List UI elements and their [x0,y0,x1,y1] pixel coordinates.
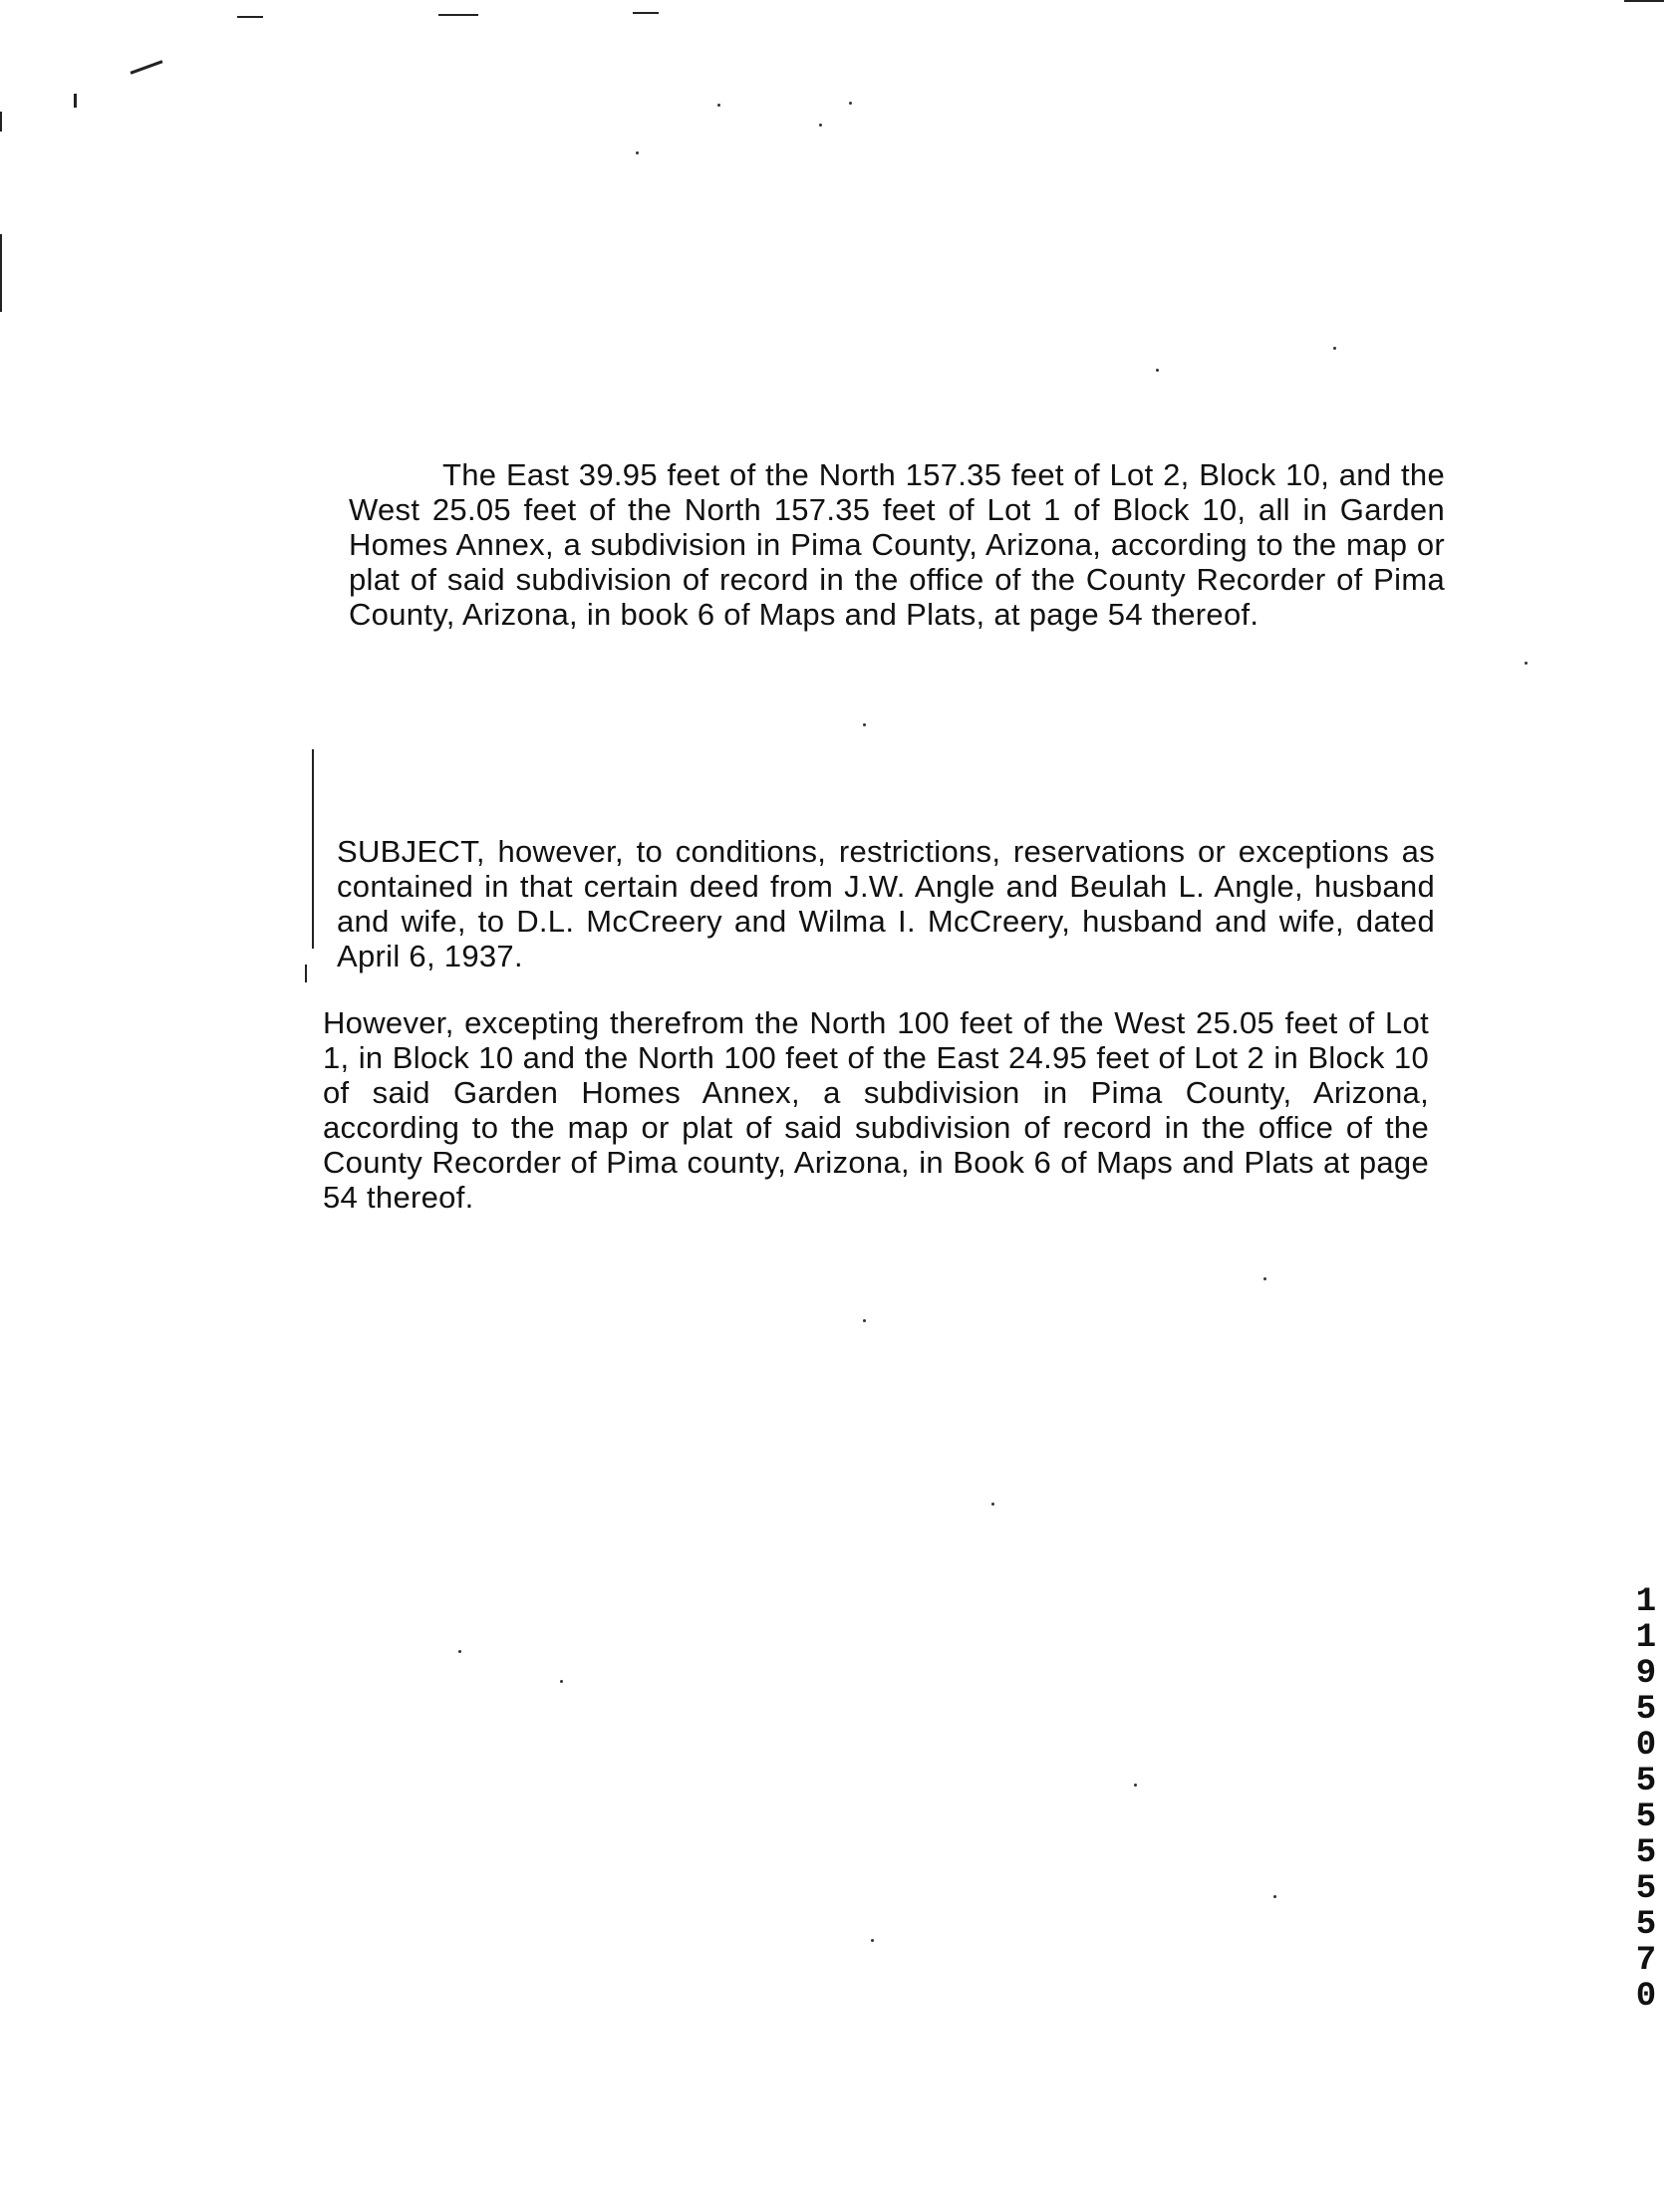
speck [717,104,720,107]
speck [1156,369,1159,372]
speck [863,1319,866,1322]
speck [1273,1895,1276,1898]
recording-number: 1195 0555 5570 [1635,1583,1657,2016]
subject-to-paragraph: SUBJECT, however, to conditions, restrictions, reservations or exceptions as contained in that certain deed from J.W. Angle and Beulah L. Angle, husband and wife, to D.L. McCreery and Wilma I. McCreery, husband and wife, dated April 6, 1937. [337,834,1435,973]
speck [871,1939,874,1942]
speck [849,102,852,105]
scan-mark-left-edge [0,234,2,312]
speck [1134,1784,1137,1787]
stray-mark [131,60,163,74]
speck [819,124,822,127]
revision-bar-1 [312,749,314,949]
top-edge-mark-4 [1624,0,1664,2]
speck [1333,347,1336,350]
top-edge-mark-3 [633,12,659,14]
speck [1525,662,1528,665]
top-edge-mark-2 [438,14,478,16]
scan-mark-left-edge-small [0,112,2,132]
exception-paragraph: However, excepting therefrom the North 100 feet of the West 25.05 feet of Lot 1, in Block 10 and the North 100 feet of the East 24.95 feet of Lot 2 in Block 10 of said Garden Homes Annex, a subdivision in Pima County, Arizona, according to the map or plat of said subdivision of record in the office of the County Recorder of Pima county, Arizona, in Book 6 of Maps and Plats at page 54 thereof. [323,1005,1429,1215]
top-edge-mark-1 [237,16,263,18]
stray-mark-2 [74,94,77,108]
speck [636,151,639,154]
revision-bar-2 [305,965,307,982]
speck [1263,1277,1266,1280]
speck [863,723,866,726]
legal-description-paragraph: The East 39.95 feet of the North 157.35 feet of Lot 2, Block 10, and the West 25.05 feet of the North 157.35 feet of Lot 1 of Block 10, all in Garden Homes Annex, a subdivision in Pima County, Arizona, according to the map or plat of said subdivision of record in the office of the County Recorder of Pima County, Arizona, in book 6 of Maps and Plats, at page 54 thereof. [349,457,1445,632]
speck [458,1650,461,1653]
speck [991,1503,994,1506]
speck [560,1680,563,1683]
